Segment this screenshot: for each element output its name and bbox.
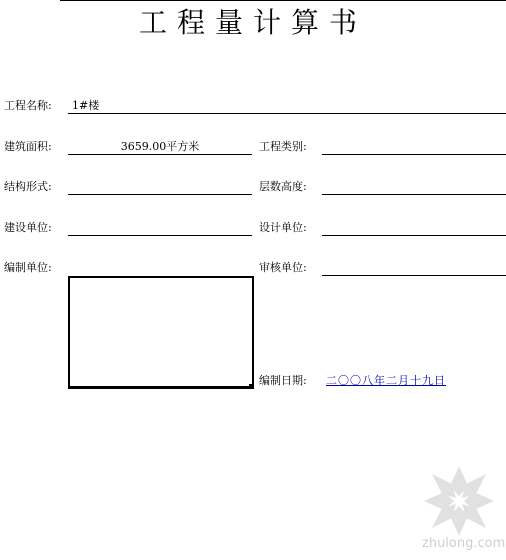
building-area-value[interactable]: 3659.00平方米 xyxy=(120,140,200,153)
top-border-line xyxy=(60,0,506,1)
structure-type-label: 结构形式: xyxy=(4,180,52,193)
construction-unit-label: 建设单位: xyxy=(4,221,52,234)
compiling-unit-label: 编制单位: xyxy=(4,261,52,274)
building-area-label: 建筑面积: xyxy=(4,140,52,153)
review-unit-underline xyxy=(322,275,506,276)
review-unit-label: 审核单位: xyxy=(259,261,307,274)
design-unit-label: 设计单位: xyxy=(259,221,307,234)
project-name-underline xyxy=(68,113,506,114)
building-area-underline xyxy=(68,154,252,155)
floors-height-underline xyxy=(322,194,506,195)
project-name-value[interactable]: 1#楼 xyxy=(72,99,100,112)
project-name-label: 工程名称: xyxy=(4,99,52,112)
compile-date-label: 编制日期: xyxy=(259,374,307,387)
compile-date-value[interactable]: 二〇〇八年二月十九日 xyxy=(326,374,446,387)
page-title: 工程量计算书 xyxy=(138,6,367,39)
project-type-underline xyxy=(322,154,506,155)
watermark-text: zhulong.com xyxy=(422,536,506,551)
project-type-label: 工程类别: xyxy=(259,140,307,153)
compiling-unit-box[interactable] xyxy=(68,276,254,389)
construction-unit-underline xyxy=(68,235,252,236)
selection-fill-handle[interactable] xyxy=(249,384,253,388)
structure-type-underline xyxy=(68,194,252,195)
floors-height-label: 层数高度: xyxy=(259,180,307,193)
design-unit-underline xyxy=(322,235,506,236)
